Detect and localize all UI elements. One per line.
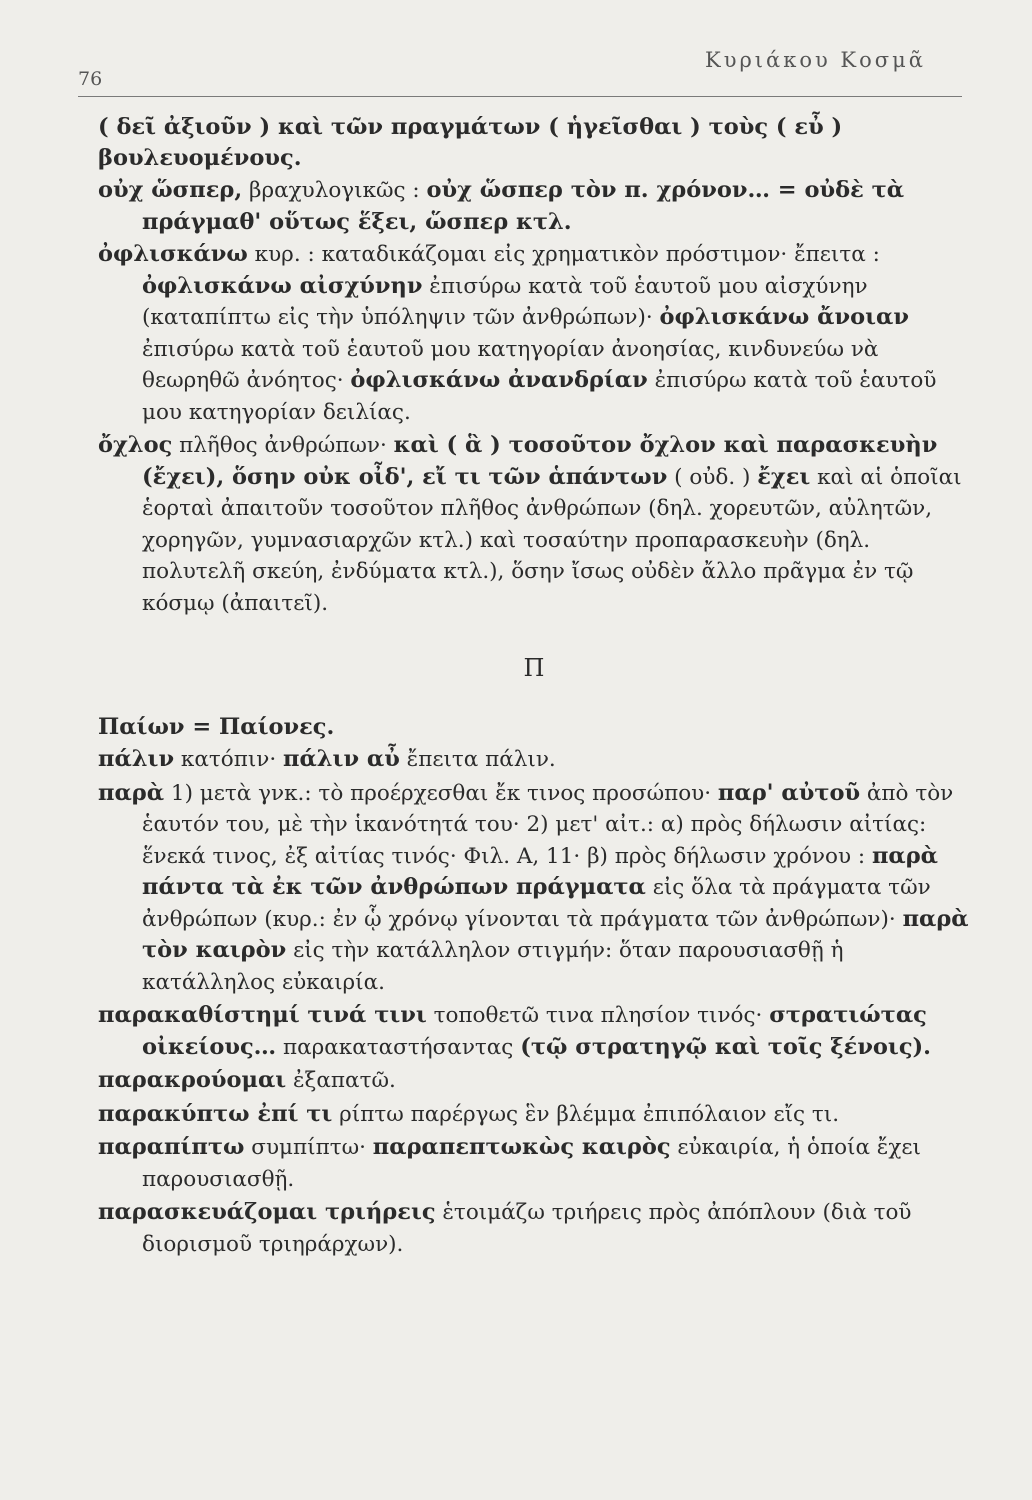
- entry-parapipto: παραπίπτω συμπίπτω· παραπεπτωκὼς καιρὸς εὐκαιρία, ἡ ὁποία ἔχει παρουσιασθῇ.: [98, 1134, 921, 1192]
- entry-ochlos: ὄχλος πλῆθος ἀνθρώπων· καὶ ( ἃ ) τοσοῦτον ὄχλον καὶ παρασκευὴν (ἔχει), ὅσην οὐκ οἶδ', εἴ τι τῶν ἁπάντων ( οὐδ. ) ἔχει καὶ αἱ ὁποῖαι ἑορταὶ ἀπαιτοῦν τοσοῦτον πλῆθος ἀνθρώπων (δηλ. χορευτῶν, αὐλητῶν, χορηγῶν, γυμνασιαρχῶν κτλ.) καὶ τοσαύτην προπαρασκευὴν (δηλ. πολυτελῆ σκεύη, ἐνδύματα κτλ.), ὅσην ἴσως οὐδὲν ἄλλο πρᾶγμα ἐν τῷ κόσμῳ (ἀπαιτεῖ).: [98, 432, 962, 616]
- lemma: παραπίπτω: [98, 1134, 245, 1160]
- entry-para: παρὰ 1) μετὰ γνκ.: τὸ προέρχεσθαι ἔκ τινος προσώπου· παρ' αὐτοῦ ἀπὸ τὸν ἑαυτόν του, μὲ τὴν ἱκανότητά του· 2) μετ' αἰτ.: α) πρὸς δήλωσιν αἰτίας: ἕνεκά τινος, ἐξ αἰτίας τινός· Φιλ. Α, 11· β) πρὸς δήλωσιν χρόνου : παρὰ πάντα τὰ ἐκ τῶν ἀνθρώπων πράγματα εἰς ὅλα τὰ πράγματα τῶν ἀνθρώπων (κυρ.: ἐν ᾧ χρόνῳ γίνονται τὰ πράγματα τῶν ἀνθρώπων)· παρὰ τὸν καιρὸν εἰς τὴν κατάλληλον στιγμήν: ὅταν παρουσιασθῇ ἡ κατάλληλος εὐκαιρία.: [98, 779, 969, 995]
- entry-parakrouomai: παρακρούομαι ἐξαπατῶ.: [98, 1067, 396, 1093]
- entry-ouch-hosper: οὐχ ὥσπερ, βραχυλογικῶς : οὐχ ὥσπερ τὸν π. χρόνον… = οὐδὲ τὰ πράγμαθ' οὕτως ἕξει, ὥσπερ κτλ.: [98, 177, 905, 235]
- page-number: 76: [78, 68, 103, 90]
- running-head: Κυριάκου Κοσμᾶ: [705, 48, 926, 72]
- header-rule: [78, 96, 962, 97]
- lemma: πάλιν: [98, 746, 175, 772]
- entry-paraskeuazomai: παρασκευάζομαι τριήρεις ἑτοιμάζω τριήρεις πρὸς ἀπόπλουν (διὰ τοῦ διορισμοῦ τριηράρχων).: [98, 1199, 912, 1257]
- bold-phrase: ( δεῖ ἀξιοῦν ) καὶ τῶν πραγμάτων ( ἡγεῖσθαι ) τοὺς ( εὖ ) βουλευομένους.: [98, 114, 843, 171]
- entry-ophliskano: ὀφλισκάνω κυρ. : καταδικάζομαι εἰς χρηματικὸν πρόστιμον· ἔπειτα : ὀφλισκάνω αἰσχύνην ἐπισύρω κατὰ τοῦ ἑαυτοῦ μου αἰσχύνην (καταπίπτω εἰς τὴν ὑπόληψιν τῶν ἀνθρώπων)· ὀφλισκάνω ἄνοιαν ἐπισύρω κατὰ τοῦ ἑαυτοῦ μου κατηγορίαν ἀνοησίας, κινδυνεύω νὰ θεωρηθῶ ἀνόητος· ὀφλισκάνω ἀνανδρίαν ἐπισύρω κατὰ τοῦ ἑαυτοῦ μου κατηγορίαν δειλίας.: [98, 241, 937, 425]
- entry-paion: [98, 712, 970, 743]
- section-letter: Π: [523, 654, 545, 682]
- lemma: ὄχλος: [98, 432, 173, 458]
- lemma: Παίων = Παίονες.: [98, 713, 335, 740]
- dictionary-text: [98, 112, 970, 1260]
- lemma: οὐχ ὥσπερ,: [98, 177, 243, 203]
- entry-parakypto: παρακύπτω ἐπί τι ρίπτω παρέργως ἓν βλέμμα ἐπιπόλαιον εἴς τι.: [98, 1100, 840, 1127]
- lemma: παρὰ: [98, 779, 165, 806]
- lemma: παρακαθίστημί τινά τινι: [98, 1002, 427, 1028]
- entry-continuation: [98, 112, 970, 173]
- entry-palin: πάλιν κατόπιν· πάλιν αὖ ἔπειτα πάλιν.: [98, 746, 556, 772]
- lemma: παρακύπτω ἐπί τι: [98, 1100, 333, 1127]
- lemma: ὀφλισκάνω: [98, 241, 248, 267]
- entry-parakathistemi: παρακαθίστημί τινά τινι τοποθετῶ τινα πλησίον τινός· στρατιώτας οἰκείους… παρακαταστήσαντας (τῷ στρατηγῷ καὶ τοῖς ξένοις).: [98, 1002, 931, 1060]
- lemma: παρακρούομαι: [98, 1067, 287, 1093]
- lemma: παρασκευάζομαι τριήρεις: [98, 1199, 436, 1225]
